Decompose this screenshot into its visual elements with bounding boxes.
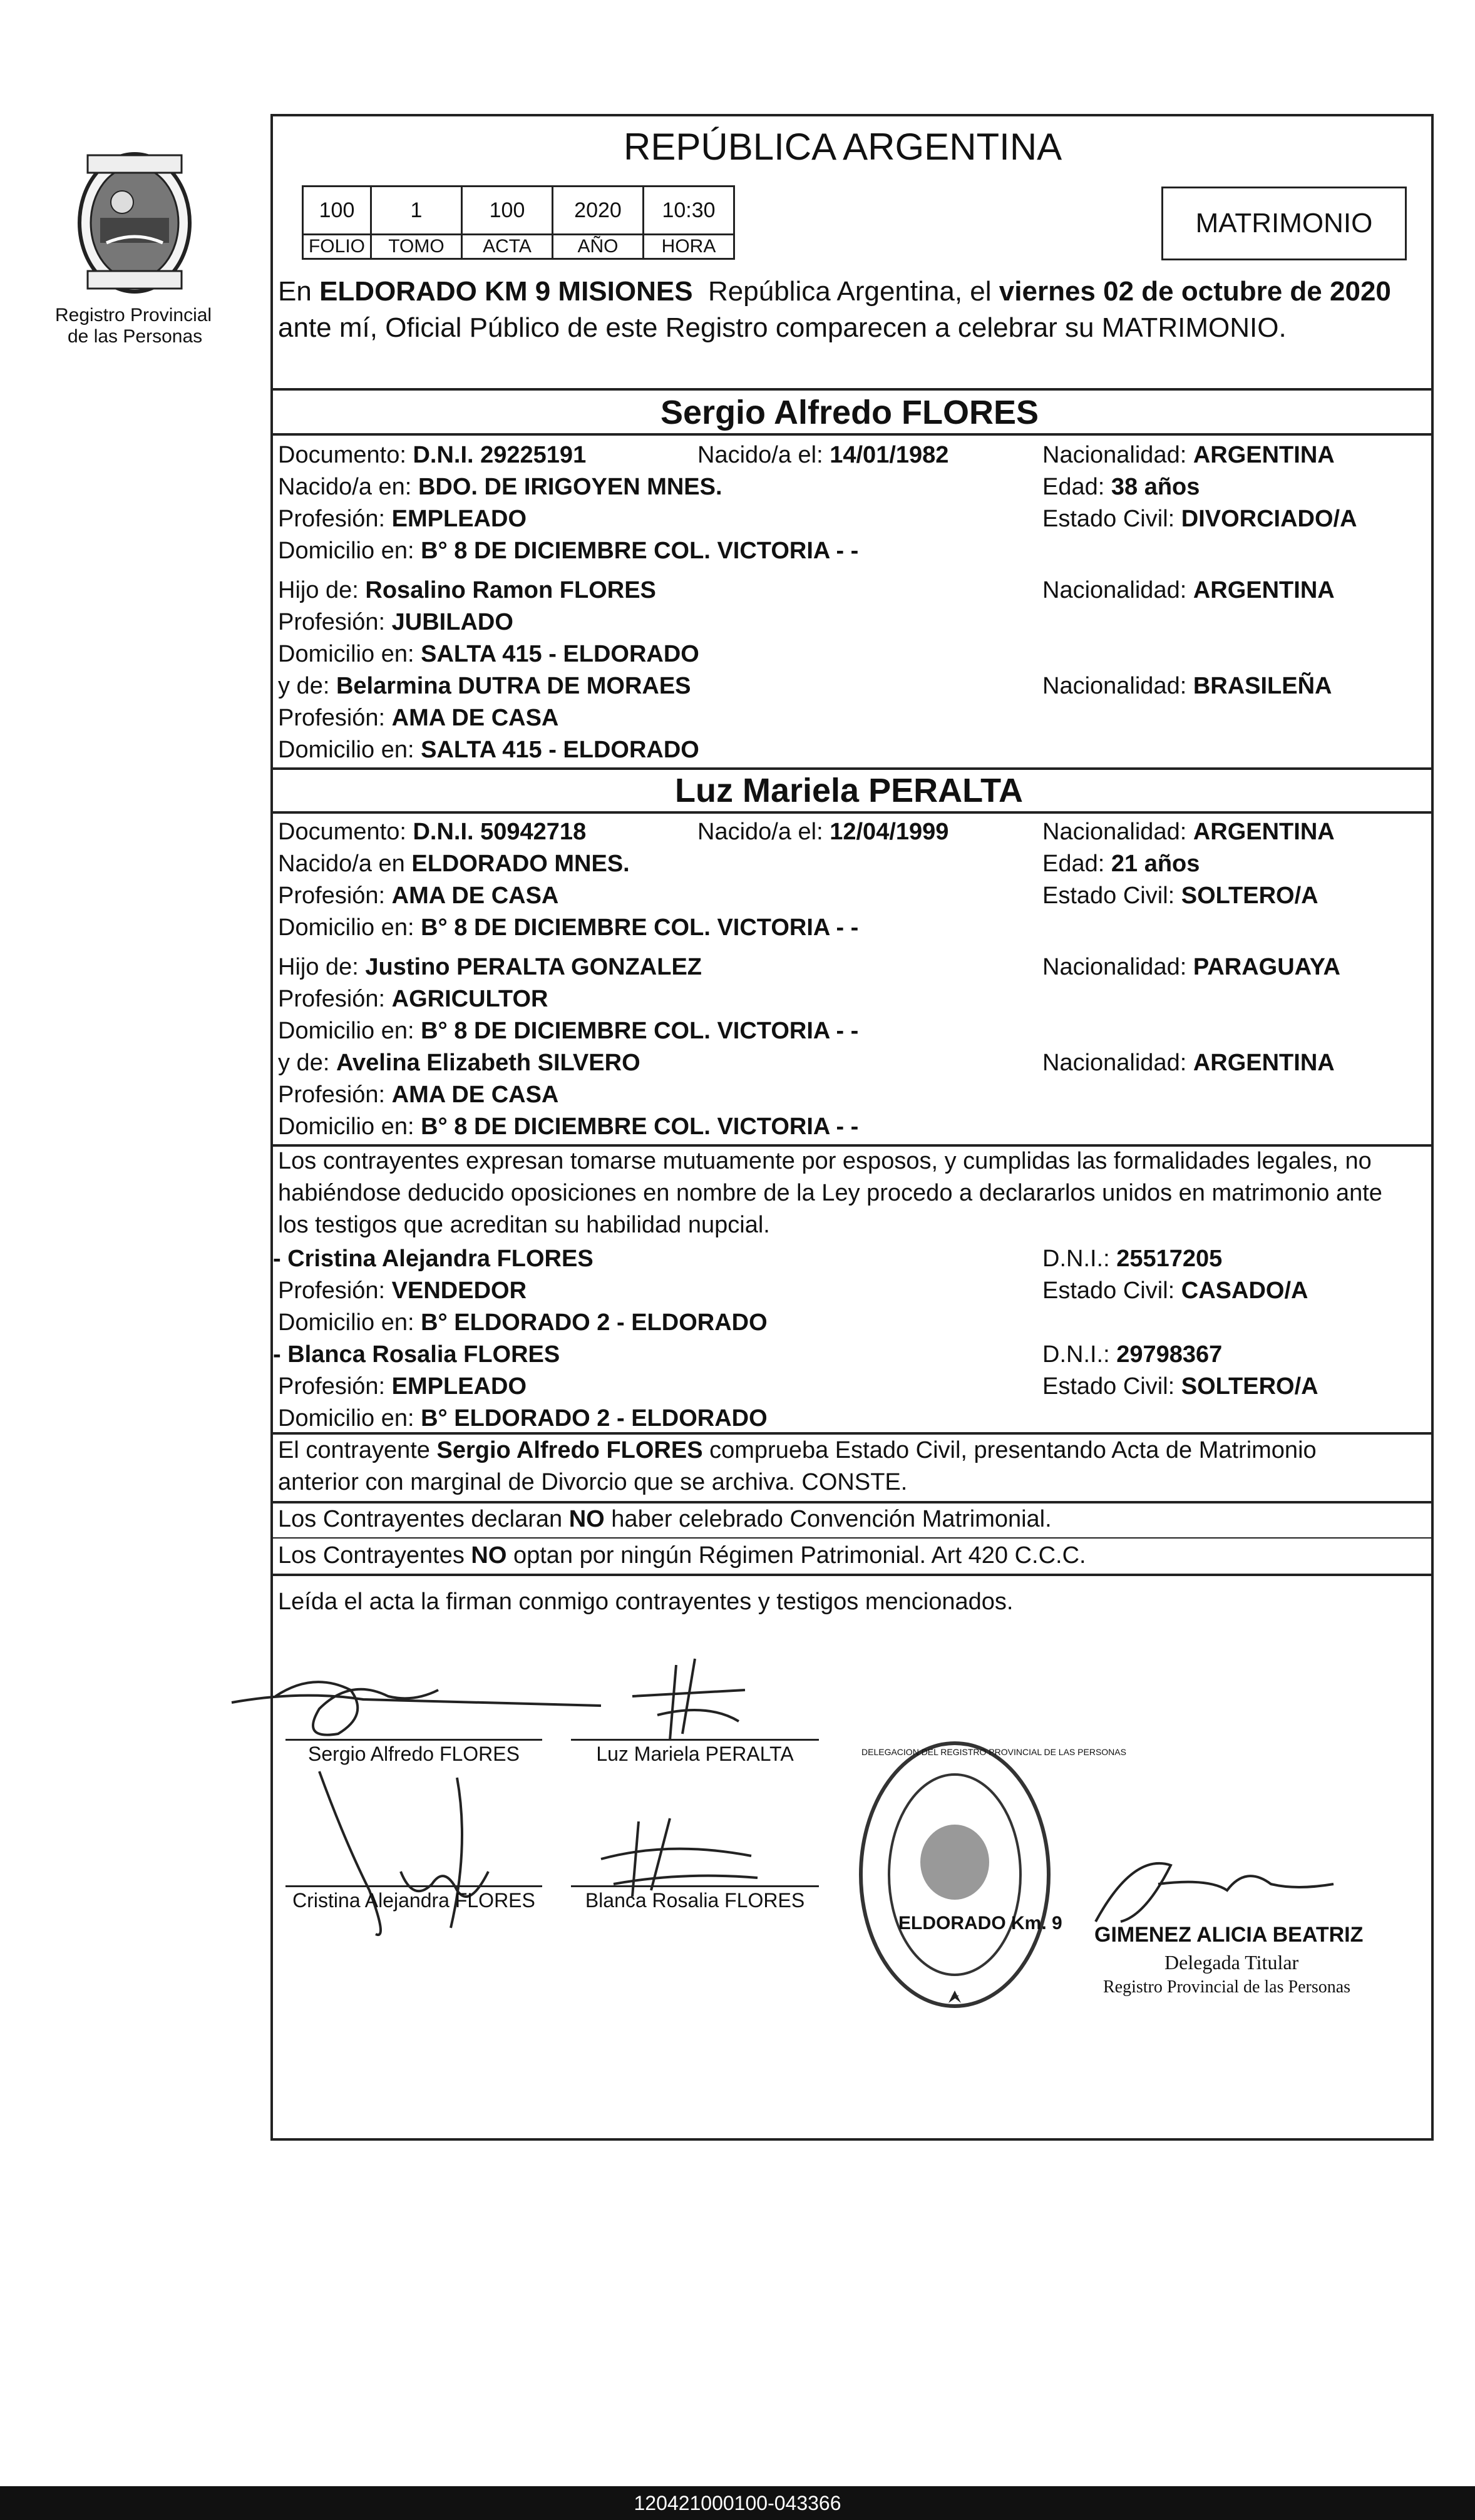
witness-2-address: Domicilio en: B° ELDORADO 2 - ELDORADO xyxy=(278,1405,768,1432)
bride-mother: y de: Avelina Elizabeth SILVERO xyxy=(278,1050,640,1076)
divider xyxy=(270,1574,1434,1576)
signature-line-bride xyxy=(571,1739,819,1741)
bride-mother-nationality: Nacionalidad: ARGENTINA xyxy=(1042,1050,1335,1076)
divider xyxy=(270,388,1434,391)
groom-mother-address: Domicilio en: SALTA 415 - ELDORADO xyxy=(278,737,699,763)
divider xyxy=(270,1537,1434,1539)
signature-line-witness-2 xyxy=(571,1885,819,1887)
signature-label-witness-2: Blanca Rosalia FLORES xyxy=(585,1889,805,1912)
signature-scribble-bride xyxy=(620,1652,764,1746)
signature-line-witness-1 xyxy=(285,1885,542,1887)
bride-documento: Documento: D.N.I. 50942718 xyxy=(278,819,587,845)
official-office: Registro Provincial de las Personas xyxy=(1103,1977,1351,1997)
bride-address: Domicilio en: B° 8 DE DICIEMBRE COL. VICTORIA - - xyxy=(278,914,859,941)
ano-label: AÑO xyxy=(552,233,644,260)
bride-birthplace: Nacido/a en ELDORADO MNES. xyxy=(278,851,630,877)
divider xyxy=(270,1501,1434,1503)
signature-label-groom: Sergio Alfredo FLORES xyxy=(308,1743,520,1765)
groom-name: Sergio Alfredo FLORES xyxy=(660,394,1039,431)
document-code: 120421000100-043366 xyxy=(0,2486,1475,2520)
bride-birthdate: Nacido/a el: 12/04/1999 xyxy=(697,819,949,845)
witness-2-civil-status: Estado Civil: SOLTERO/A xyxy=(1042,1373,1318,1400)
groom-documento: Documento: D.N.I. 29225191 xyxy=(278,442,587,468)
closing-text: Leída el acta la firman conmigo contrayentes y testigos mencionados. xyxy=(278,1589,1014,1615)
witness-2-dni: D.N.I.: 29798367 xyxy=(1042,1341,1223,1368)
note-line-2: anterior con marginal de Divorcio que se archiva. CONSTE. xyxy=(278,1469,908,1495)
convention-line-2: Los Contrayentes NO optan por ningún Régimen Patrimonial. Art 420 C.C.C. xyxy=(278,1542,1086,1569)
divider xyxy=(270,767,1434,770)
declaration-line-2: habiéndose deducido oposiciones en nombre de la Ley procedo a declararlos unidos en matrimonio ante xyxy=(278,1180,1382,1206)
tomo-label: TOMO xyxy=(370,233,463,260)
bride-father-nationality: Nacionalidad: PARAGUAYA xyxy=(1042,954,1340,980)
witness-2-profession: Profesión: EMPLEADO xyxy=(278,1373,527,1400)
bride-father-profession: Profesión: AGRICULTOR xyxy=(278,986,548,1012)
bride-nationality: Nacionalidad: ARGENTINA xyxy=(1042,819,1335,845)
witness-2-name: - Blanca Rosalia FLORES xyxy=(273,1341,560,1368)
stamp-text: DELEGACION DEL REGISTRO PROVINCIAL DE LAS PERSONAS xyxy=(861,1747,1126,1757)
act-type-box: MATRIMONIO xyxy=(1161,187,1407,260)
groom-father-address: Domicilio en: SALTA 415 - ELDORADO xyxy=(278,641,699,667)
signature-scribble-witness-1 xyxy=(307,1765,495,1953)
groom-father-profession: Profesión: JUBILADO xyxy=(278,609,513,635)
witness-1-dni: D.N.I.: 25517205 xyxy=(1042,1246,1223,1272)
official-stamp xyxy=(851,1734,1058,2015)
groom-nationality: Nacionalidad: ARGENTINA xyxy=(1042,442,1335,468)
groom-address: Domicilio en: B° 8 DE DICIEMBRE COL. VICTORIA - - xyxy=(278,538,859,564)
groom-father: Hijo de: Rosalino Ramon FLORES xyxy=(278,577,656,603)
intro-line-2: ante mí, Oficial Público de este Registro comparecen a celebrar su MATRIMONIO. xyxy=(278,312,1287,343)
intro-line-1: En ELDORADO KM 9 MISIONES República Argentina, el viernes 02 de octubre de 2020 xyxy=(278,276,1391,307)
groom-mother-nationality: Nacionalidad: BRASILEÑA xyxy=(1042,673,1332,699)
bride-father: Hijo de: Justino PERALTA GONZALEZ xyxy=(278,954,702,980)
declaration-line-1: Los contrayentes expresan tomarse mutuamente por esposos, y cumplidas las formalidades legales, no xyxy=(278,1148,1372,1174)
witness-1-civil-status: Estado Civil: CASADO/A xyxy=(1042,1278,1308,1304)
signature-label-bride: Luz Mariela PERALTA xyxy=(596,1743,794,1765)
hora-value: 10:30 xyxy=(642,185,735,235)
groom-mother: y de: Belarmina DUTRA DE MORAES xyxy=(278,673,691,699)
divider xyxy=(270,811,1434,814)
signature-label-witness-1: Cristina Alejandra FLORES xyxy=(292,1889,535,1912)
bride-age: Edad: 21 años xyxy=(1042,851,1200,877)
registry-caption-2: de las Personas xyxy=(68,326,203,347)
note-line-1: El contrayente Sergio Alfredo FLORES comprueba Estado Civil, presentando Acta de Matrimonio xyxy=(278,1437,1317,1463)
bride-mother-profession: Profesión: AMA DE CASA xyxy=(278,1082,559,1108)
groom-mother-profession: Profesión: AMA DE CASA xyxy=(278,705,559,731)
convention-line-1: Los Contrayentes declaran NO haber celebrado Convención Matrimonial. xyxy=(278,1506,1052,1532)
groom-birthdate: Nacido/a el: 14/01/1982 xyxy=(697,442,949,468)
hora-label: HORA xyxy=(642,233,735,260)
bride-civil-status: Estado Civil: SOLTERO/A xyxy=(1042,883,1318,909)
bride-profession: Profesión: AMA DE CASA xyxy=(278,883,559,909)
official-title: Delegada Titular xyxy=(1164,1951,1299,1974)
folio-label: FOLIO xyxy=(302,233,372,260)
divider xyxy=(270,433,1434,436)
witness-1-name: - Cristina Alejandra FLORES xyxy=(273,1246,594,1272)
registry-caption-1: Registro Provincial xyxy=(55,305,212,325)
tomo-value: 1 xyxy=(370,185,463,235)
signature-line-groom xyxy=(285,1739,542,1741)
bride-name: Luz Mariela PERALTA xyxy=(675,772,1024,809)
groom-profession: Profesión: EMPLEADO xyxy=(278,506,527,532)
groom-father-nationality: Nacionalidad: ARGENTINA xyxy=(1042,577,1335,603)
folio-value: 100 xyxy=(302,185,372,235)
page-title: REPÚBLICA ARGENTINA xyxy=(624,126,1062,168)
witness-1-profession: Profesión: VENDEDOR xyxy=(278,1278,527,1304)
signature-scribble-groom xyxy=(225,1652,639,1746)
declaration-line-3: los testigos que acreditan su habilidad nupcial. xyxy=(278,1212,770,1238)
groom-civil-status: Estado Civil: DIVORCIADO/A xyxy=(1042,506,1357,532)
acta-label: ACTA xyxy=(461,233,553,260)
ano-value: 2020 xyxy=(552,185,644,235)
bride-father-address: Domicilio en: B° 8 DE DICIEMBRE COL. VICTORIA - - xyxy=(278,1018,859,1044)
groom-age: Edad: 38 años xyxy=(1042,474,1200,500)
bride-mother-address: Domicilio en: B° 8 DE DICIEMBRE COL. VICTORIA - - xyxy=(278,1114,859,1140)
witness-1-address: Domicilio en: B° ELDORADO 2 - ELDORADO xyxy=(278,1309,768,1336)
official-name: GIMENEZ ALICIA BEATRIZ xyxy=(1094,1923,1364,1947)
groom-birthplace: Nacido/a en: BDO. DE IRIGOYEN MNES. xyxy=(278,474,722,500)
province-seal xyxy=(69,143,200,305)
acta-value: 100 xyxy=(461,185,553,235)
stamp-place: ELDORADO Km. 9 xyxy=(898,1913,1062,1934)
divider xyxy=(270,1432,1434,1435)
